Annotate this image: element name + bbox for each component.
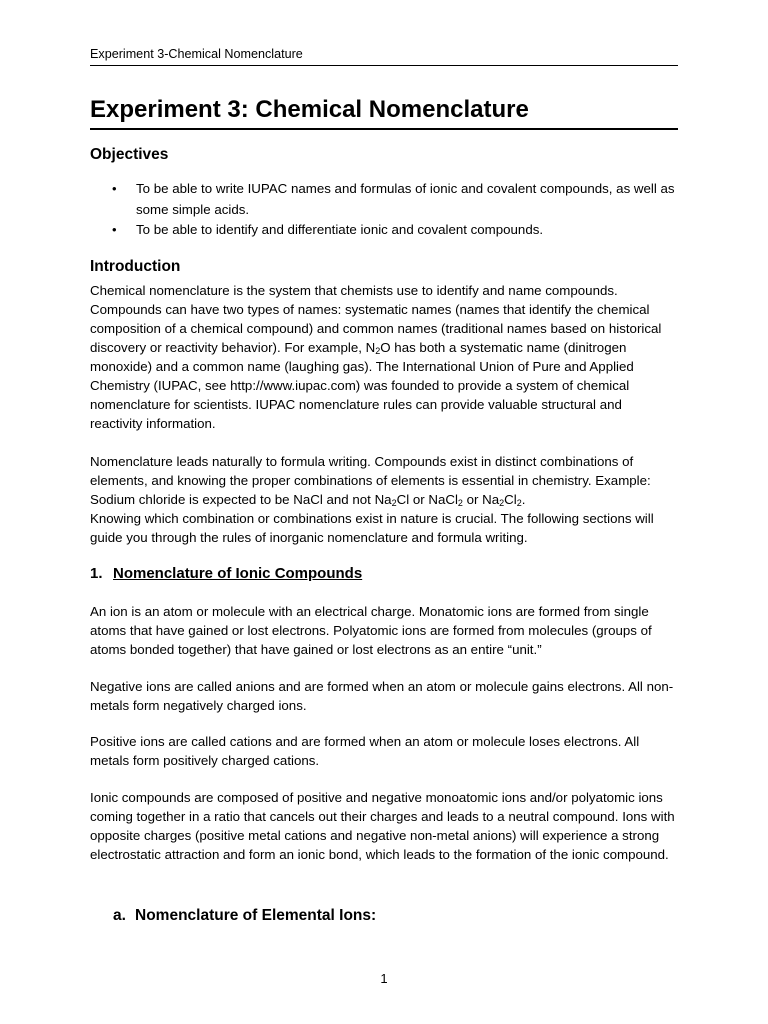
objectives-heading: Objectives [90,146,169,163]
intro-p1-text-b: O has both a systematic name (dinitrogen monoxide) and a common name (laughing gas). The International Union of Pure and Applied Chemistry (IUPAC, see http://www.iupac.com) was founded to provide a system of chemical nomenclature for scientists. IUPAC nomenclature rules can provide valuable structural and reactivity information. [90,340,634,431]
subscript: 2 [391,498,397,508]
section-1-paragraph-1: An ion is an atom or molecule with an electrical charge. Monatomic ions are formed from single atoms that have gained or lost electrons. Polyatomic ions are formed from molecules (groups of atoms bonded together) that have gained or lost electrons as an entire “unit.” [90,604,652,657]
section-1-paragraph-4: Ionic compounds are composed of positive and negative monoatomic ions and/or polyatomic ions coming together in a ratio that cancels out their charges and leads to a neutral compound. Ions with opposite charges (positive metal cations and negative non-metal anions) will experience a strong electrostatic attraction and form an ionic bond, which leads to the formation of the ionic compound. [90,790,675,862]
intro-p2-text-e: . [521,492,526,507]
section-1-heading [90,565,362,582]
bullet-marker: • [112,181,117,196]
list-item [90,179,678,220]
section-1-paragraph-2: Negative ions are called anions and are formed when an atom or molecule gains electrons. All non-metals form negatively charged ions. [90,679,674,713]
objectives-list [90,179,678,241]
subscript: 2 [457,498,463,508]
bullet-marker: • [112,222,117,237]
running-header: Experiment 3-Chemical Nomenclature [90,47,678,66]
subsection-title: Nomenclature of Elemental Ions: [135,907,377,924]
list-item [90,220,678,241]
page-title: Experiment 3: Chemical Nomenclature [90,95,678,130]
intro-p2-text-f: Knowing which combination or combinations exist in nature is crucial. The following sections will guide you through the rules of inorganic nomenclature and formula writing. [90,511,654,545]
section-number: 1. [90,565,103,582]
intro-p2-text-b: Cl or NaCl [396,492,458,507]
intro-p1-text-a: Chemical nomenclature is the system that chemists use to identify and name compounds. Compounds can have two types of names: systematic names (names that identify the chemical composition of a chemical compound) and common names (traditional names based on historical discovery or reactivity behavior). For example, N [90,283,662,355]
list-item-text: To be able to write IUPAC names and formulas of ionic and covalent compounds, as well as some simple acids. [136,181,675,217]
subscript: 2 [516,498,522,508]
subscript: 2 [499,498,505,508]
page-number: 1 [380,971,388,986]
intro-p2-text-c: or Na [462,492,500,507]
intro-p2-text-a: Nomenclature leads naturally to formula writing. Compounds exist in distinct combinations of elements, and knowing the proper combinations of elements is essential in chemistry. Example: Sodium chloride is expected to be NaCl and not Na [90,454,651,507]
section-1-paragraph-3: Positive ions are called cations and are formed when an atom or molecule loses electrons. All metals form positively charged cations. [90,734,640,768]
intro-paragraph-2 [90,452,678,547]
intro-p2-text-d: Cl [504,492,517,507]
list-item-text: To be able to identify and differentiate ionic and covalent compounds. [136,222,544,237]
subscript: 2 [375,346,381,356]
subsection-a-heading [113,907,376,925]
section-title: Nomenclature of Ionic Compounds [113,565,363,582]
intro-paragraph-1 [90,281,678,433]
introduction-heading: Introduction [90,258,181,275]
subsection-number: a. [113,907,126,924]
